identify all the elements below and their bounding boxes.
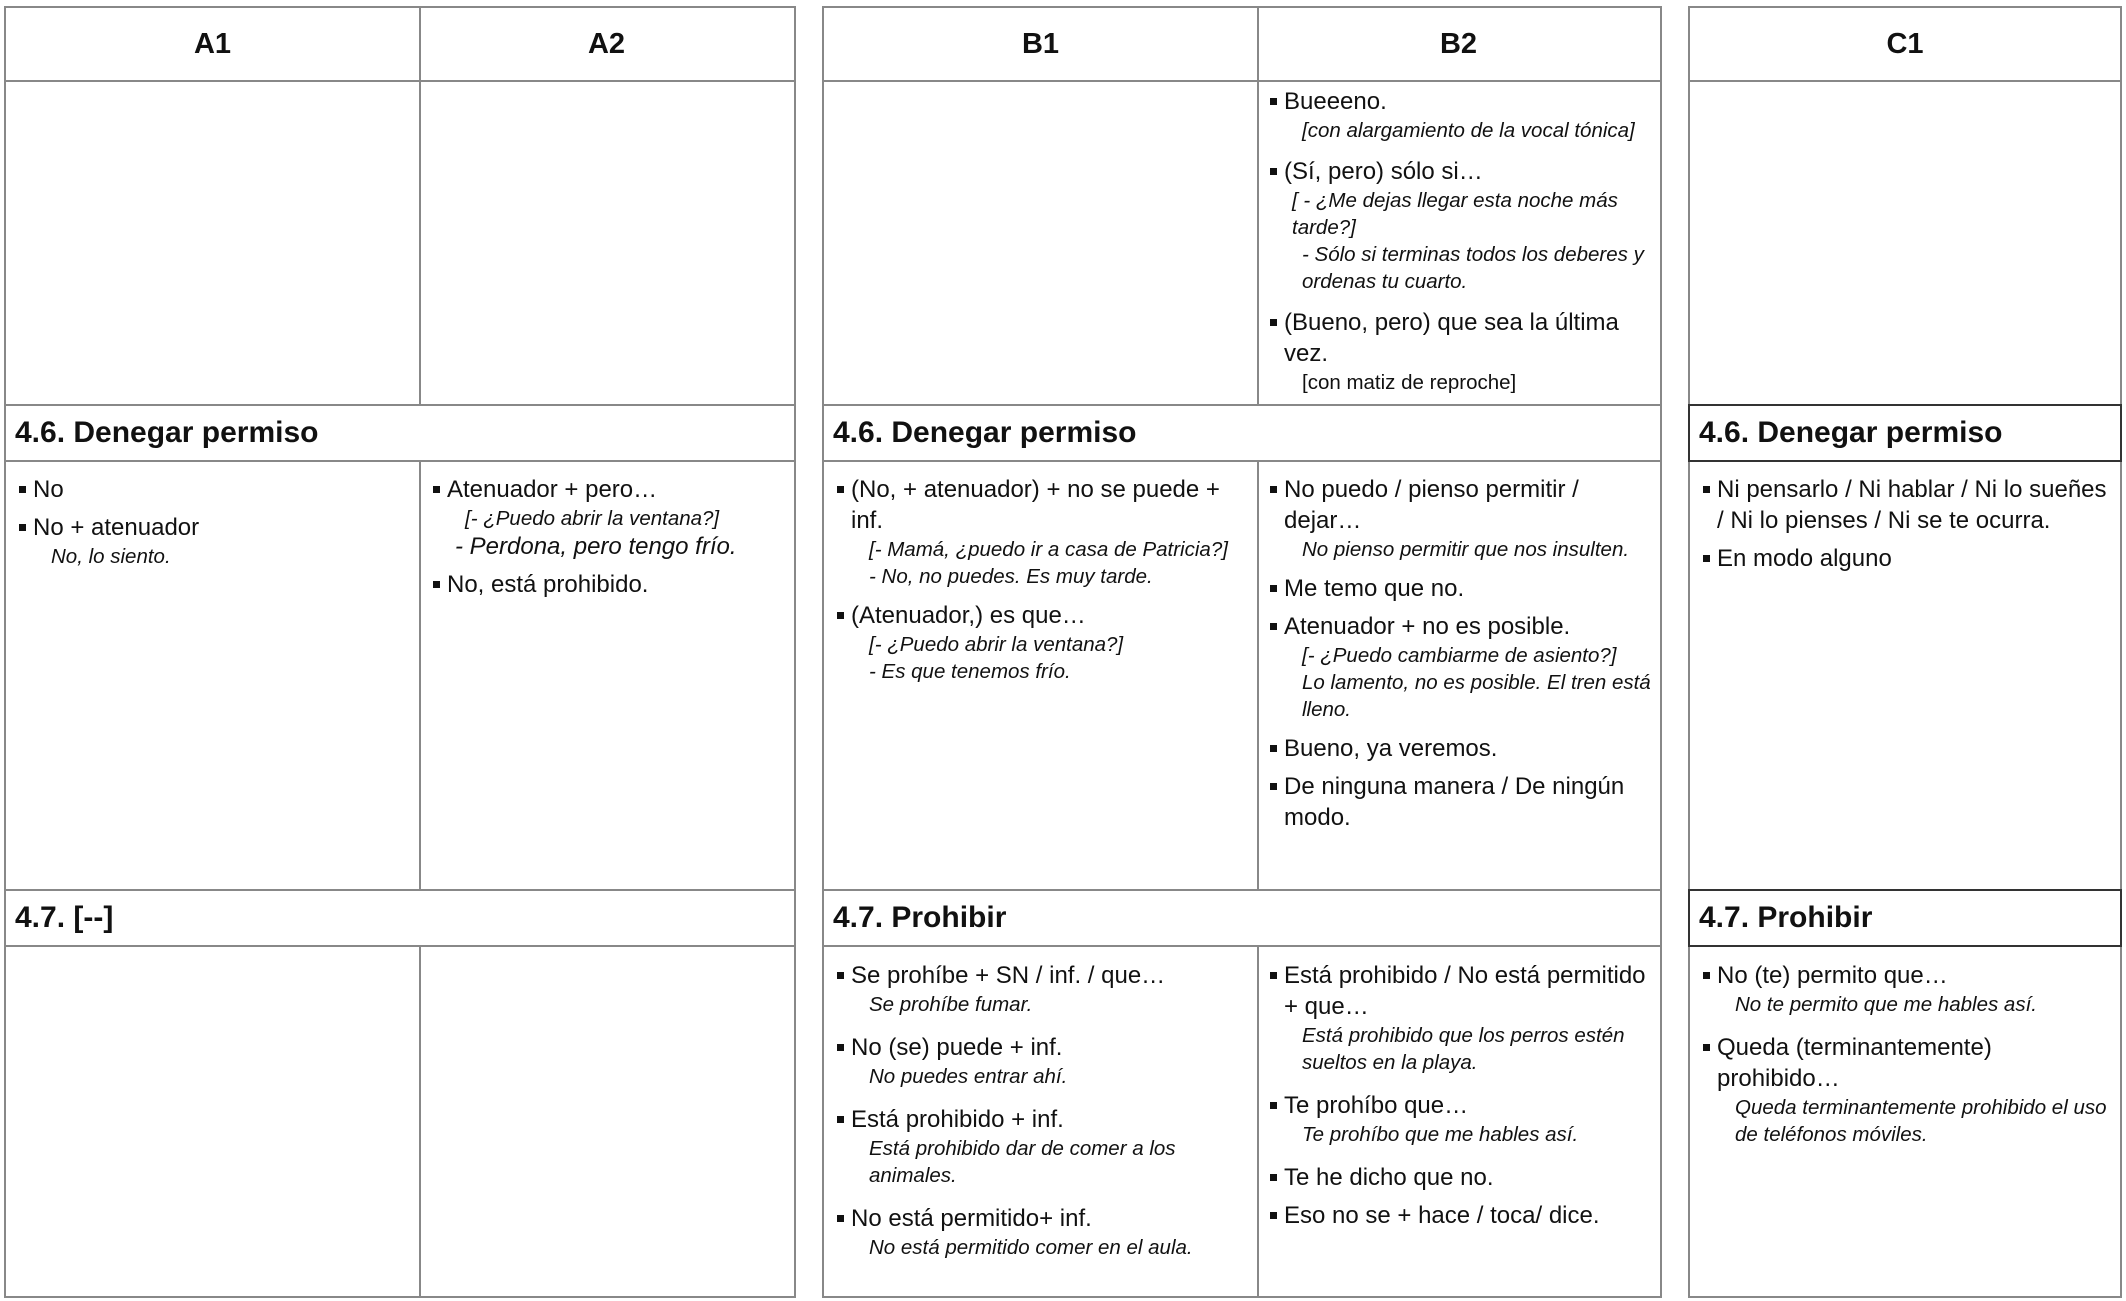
cell-b2-47 xyxy=(1267,960,1655,1231)
header-a2 xyxy=(419,8,794,82)
list-item: Te prohíbo que… Te prohíbo que me hables así. xyxy=(1267,1090,1655,1148)
section-title-47-a: 4.7. [--] xyxy=(6,889,794,947)
header-c1-label: C1 xyxy=(1886,27,1924,60)
divider-b xyxy=(1257,945,1259,1298)
example-text: [con matiz de reproche] xyxy=(1302,371,1517,394)
panel-b xyxy=(822,6,1662,1298)
example-text: No puedes entrar ahí. xyxy=(869,1065,1068,1088)
list-item: Eso no se + hace / toca/ dice. xyxy=(1267,1200,1655,1231)
example-text: No pienso permitir que nos insulten. xyxy=(1302,538,1630,561)
header-b1 xyxy=(824,8,1257,82)
list-item: No xyxy=(16,474,411,505)
divider-a xyxy=(419,945,421,1298)
example-text: [ - ¿Me dejas llegar esta noche más tarde?] xyxy=(1292,189,1618,239)
header-a2-label: A2 xyxy=(587,27,626,60)
cell-a2-46 xyxy=(430,474,790,600)
list-item: Queda (terminantemente) prohibido… Queda terminantemente prohibido el uso de teléfonos móviles. xyxy=(1700,1032,2112,1148)
list-item: En modo alguno xyxy=(1700,543,2112,574)
list-item: Bueno, ya veremos. xyxy=(1267,733,1655,764)
example-text: No te permito que me hables así. xyxy=(1735,993,2037,1016)
example-text: [- ¿Puedo abrir la ventana?] xyxy=(465,507,720,530)
example-text: [- Mamá, ¿puedo ir a casa de Patricia?] xyxy=(869,538,1228,561)
section-title-46-b: 4.6. Denegar permiso xyxy=(824,404,1660,462)
list-item: Atenuador + pero… [- ¿Puedo abrir la ventana?] - Perdona, pero tengo frío. xyxy=(430,474,790,562)
list-item: Está prohibido / No está permitido + que… Está prohibido que los perros estén sueltos en la playa. xyxy=(1267,960,1655,1076)
cell-b2-46 xyxy=(1267,474,1655,833)
example-text: Te prohíbo que me hables así. xyxy=(1302,1123,1579,1146)
section-title-47-c: 4.7. Prohibir xyxy=(1688,889,2122,947)
example-text: - No, no puedes. Es muy tarde. xyxy=(869,565,1153,588)
list-item: Está prohibido + inf. Está prohibido dar de comer a los animales. xyxy=(834,1104,1249,1189)
cell-b1-47 xyxy=(834,960,1249,1261)
cell-a1-46 xyxy=(16,474,411,570)
panel-c xyxy=(1688,6,2122,1298)
list-item: Bueeeno. [con alargamiento de la vocal tónica] xyxy=(1267,86,1655,144)
cell-c1-47 xyxy=(1700,960,2112,1148)
example-text: - Perdona, pero tengo frío. xyxy=(455,533,737,560)
example-text: Está prohibido que los perros estén sueltos en la playa. xyxy=(1302,1024,1625,1074)
list-item: (Atenuador,) es que… [- ¿Puedo abrir la ventana?] - Es que tenemos frío. xyxy=(834,600,1249,685)
divider-b xyxy=(1257,460,1259,891)
example-text: Queda terminantemente prohibido el uso de teléfonos móviles. xyxy=(1735,1096,2107,1146)
list-item: No (te) permito que… No te permito que me hables así. xyxy=(1700,960,2112,1018)
example-text: Se prohíbe fumar. xyxy=(869,993,1033,1016)
header-b2-label: B2 xyxy=(1439,27,1478,60)
cell-b2-top xyxy=(1267,86,1655,396)
header-a1 xyxy=(6,8,419,82)
divider-a xyxy=(419,460,421,891)
section-title-47-b: 4.7. Prohibir xyxy=(824,889,1660,947)
example-text: [con alargamiento de la vocal tónica] xyxy=(1302,119,1635,142)
example-text: - Es que tenemos frío. xyxy=(869,660,1071,683)
list-item: (No, + atenuador) + no se puede + inf. [- Mamá, ¿puedo ir a casa de Patricia?] - No, no puedes. Es muy tarde. xyxy=(834,474,1249,590)
example-text: Lo lamento, no es posible. El tren está lleno. xyxy=(1302,671,1651,721)
divider-b xyxy=(1257,8,1259,404)
list-item: Atenuador + no es posible. [- ¿Puedo cambiarme de asiento?] Lo lamento, no es posible. El tren está lleno. xyxy=(1267,611,1655,723)
header-a1-label: A1 xyxy=(193,27,232,60)
header-b1-label: B1 xyxy=(1021,27,1060,60)
panel-a xyxy=(4,6,796,1298)
list-item: (Sí, pero) sólo si… [ - ¿Me dejas llegar esta noche más tarde?] - Sólo si terminas todos los deberes y ordenas tu cuarto. xyxy=(1267,156,1655,295)
example-text: Está prohibido dar de comer a los animales. xyxy=(869,1137,1176,1187)
header-b2 xyxy=(1257,8,1660,82)
list-item: Me temo que no. xyxy=(1267,573,1655,604)
list-item: No (se) puede + inf. No puedes entrar ahí. xyxy=(834,1032,1249,1090)
section-title-46-c: 4.6. Denegar permiso xyxy=(1688,404,2122,462)
example-text: No, lo siento. xyxy=(51,545,171,568)
list-item: No puedo / pienso permitir / dejar… No pienso permitir que nos insulten. xyxy=(1267,474,1655,563)
example-text: - Sólo si terminas todos los deberes y ordenas tu cuarto. xyxy=(1302,243,1644,293)
list-item: No está permitido+ inf. No está permitido comer en el aula. xyxy=(834,1203,1249,1261)
list-item: No, está prohibido. xyxy=(430,569,790,600)
cell-b1-46 xyxy=(834,474,1249,685)
list-item: De ninguna manera / De ningún modo. xyxy=(1267,771,1655,833)
divider-a xyxy=(419,8,421,404)
list-item: Te he dicho que no. xyxy=(1267,1162,1655,1193)
example-text: [- ¿Puedo abrir la ventana?] xyxy=(869,633,1124,656)
cell-c1-46 xyxy=(1700,474,2112,574)
example-text: No está permitido comer en el aula. xyxy=(869,1236,1193,1259)
header-c1 xyxy=(1690,8,2120,82)
list-item: Ni pensarlo / Ni hablar / Ni lo sueñes / Ni lo pienses / Ni se te ocurra. xyxy=(1700,474,2112,536)
list-item: No + atenuador No, lo siento. xyxy=(16,512,411,570)
list-item: (Bueno, pero) que sea la última vez. [con matiz de reproche] xyxy=(1267,307,1655,396)
section-title-46-a: 4.6. Denegar permiso xyxy=(6,404,794,462)
list-item: Se prohíbe + SN / inf. / que… Se prohíbe fumar. xyxy=(834,960,1249,1018)
example-text: [- ¿Puedo cambiarme de asiento?] xyxy=(1302,644,1617,667)
